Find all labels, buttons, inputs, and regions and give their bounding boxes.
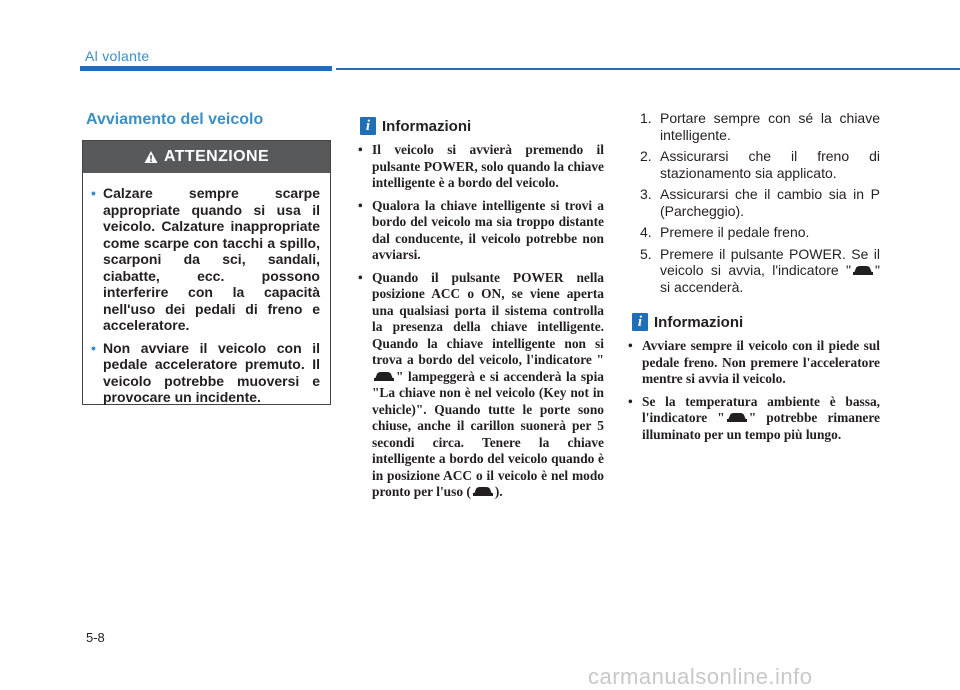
info-i-icon: i — [360, 117, 376, 135]
info-i-icon: i — [632, 313, 648, 331]
car-indicator-icon — [471, 485, 495, 497]
info-item: • Il veicolo si avvierà premendo il pulsante POWER, solo quando la chiave intelligente è a bordo del veicolo. — [358, 142, 604, 190]
header-rule-thin — [336, 68, 960, 70]
warning-triangle-icon — [144, 150, 158, 164]
info-list-1 — [356, 142, 604, 507]
info-list-2 — [626, 338, 880, 449]
page-number: 5-8 — [86, 630, 105, 645]
chapter-header: Al volante — [85, 48, 150, 64]
step-item: 5. Premere il pulsante POWER. Se il veicolo si avvia, l'indicatore " " si accenderà. — [640, 245, 880, 295]
step-item: 4. Premere il pedale freno. — [640, 224, 810, 240]
header-rule-thick — [80, 66, 332, 71]
warning-header — [83, 141, 330, 173]
info-heading-2 — [632, 313, 743, 331]
car-indicator-icon — [372, 370, 396, 382]
watermark: carmanualsonline.info — [588, 664, 813, 689]
car-indicator-icon — [725, 411, 749, 423]
info-title: Informazioni — [654, 313, 744, 331]
info-item: • Avviare sempre il veicolo con il piede sul pedale freno. Non premere l'acceleratore mentre si avvia il veicolo. — [628, 338, 880, 386]
info-heading-1 — [360, 117, 471, 135]
info-title: Informazioni — [382, 117, 472, 135]
info-item: • Quando il pulsante POWER nella posizione ACC o ON, se viene aperta una qualsiasi porta il sistema controlla la presenza della chiave intelligente. Quando la chiave intelligente non si trova a bordo del veicolo, l'indicatore "" lampeggerà e si accenderà la spia "La chiave non è nel veicolo (Key not in vehicle)". Quando tutte le porte sono chiuse, anche il carillon suonerà per 5 secondi circa. Tenere la chiave intelligente a bordo del veicolo quando è in posizione ACC o il veicolo è nel modo pronto per l'uso ( ). — [358, 269, 604, 499]
start-steps-list — [640, 110, 880, 300]
step-item: 1. Portare sempre con sé la chiave intelligente. — [640, 110, 880, 143]
warning-box — [82, 140, 331, 405]
warning-item: • Calzare sempre scarpe appropriate quando si usa il veicolo. Calzature inappropriate come scarpe con tacchi a spillo, scarponi da sci, sandali, ciabatte, ecc. possono interferire con la capacità nell'uso dei pedali di freno e acceleratore. — [91, 185, 320, 333]
info-item: • Qualora la chiave intelligente si trovi a bordo del veicolo ma sia troppo distante dal conducente, il veicolo potrebbe non avviarsi. — [358, 197, 604, 262]
warning-item: • Non avviare il veicolo con il pedale acceleratore premuto. Il veicolo potrebbe muoversi e provocare un incidente. — [91, 339, 320, 405]
warning-list — [83, 173, 330, 406]
section-title: Avviamento del veicolo — [86, 111, 264, 128]
car-indicator-icon — [851, 264, 875, 276]
info-item: • Se la temperatura ambiente è bassa, l'indicatore " " potrebbe rimanere illuminato per un tempo più lungo. — [628, 393, 881, 442]
step-item: 3. Assicurarsi che il cambio sia in P (Parcheggio). — [640, 186, 880, 219]
warning-label: ATTENZIONE — [163, 148, 270, 165]
step-item: 2. Assicurarsi che il freno di stazionamento sia applicato. — [640, 148, 880, 181]
